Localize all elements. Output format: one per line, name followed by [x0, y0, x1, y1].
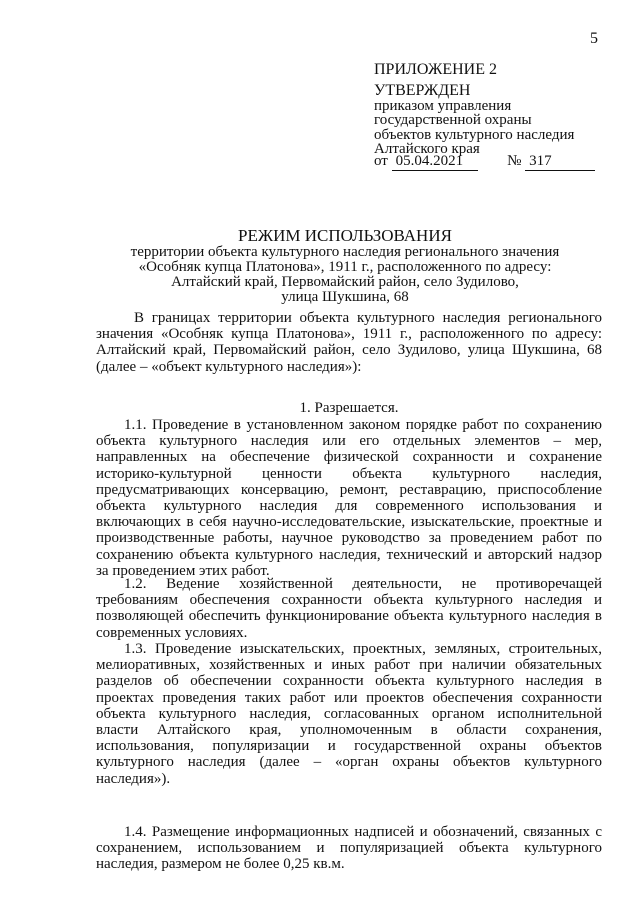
- intro-paragraph-block: [96, 310, 602, 375]
- approval-block: [374, 84, 574, 157]
- order-number: 317: [525, 153, 595, 171]
- subtitle-line: улица Шукшина, 68: [281, 289, 409, 305]
- page-number: 5: [590, 30, 598, 47]
- item-1-2: 1.2. Ведение хозяйственной деятельности, не противоречащей требованиям обеспечения сохранности объекта культурного наследия и позволяющей обеспечить функционирование объекта культурного наследия в современных условиях.: [96, 576, 602, 641]
- order-date: 05.04.2021: [392, 153, 478, 171]
- document-subtitle: [90, 245, 600, 305]
- item-1-2-block: [96, 576, 602, 641]
- subtitle-line: территории объекта культурного наследия регионального значения: [130, 244, 560, 260]
- order-line-1: приказом управления: [374, 97, 512, 114]
- section-1-heading: 1. Разрешается.: [299, 400, 399, 416]
- item-1-3: 1.3. Проведение изыскательских, проектных, земляных, строительных, мелиоративных, хозяйственных и иных работ при наличии обязательных разделов об обеспечении сохранности объекта культурного наследия в проектах проведения таких работ или проектов обеспечения сохранности объекта культурного наследия, согласованных органом исполнительной власти Алтайского края, уполномоченным в области сохранения, использования, популяризации и государственной охраны объектов культурного наследия (далее – «орган охраны объектов культурного наследия»).: [96, 641, 602, 787]
- appendix-label-text: ПРИЛОЖЕНИЕ 2: [374, 61, 498, 78]
- item-1-4-block: [96, 824, 602, 873]
- intro-paragraph: В границах территории объекта культурного наследия регионального значения «Особняк купца Платонова», 1911 г., расположенного по адресу: Алтайский край, Первомайский район, село Зудилово, улица Шукшина, 68 (далее – «объект культурного наследия»):: [96, 310, 602, 375]
- item-1-1: 1.1. Проведение в установленном законом порядке работ по сохранению объекта культурного наследия или его отдельных элементов – мер, направленных на обеспечение физической сохранности и сохранение историко-культурной ценности объекта культурного наследия, предусматривающих консервацию, ремонт, реставрацию, приспособление объекта культурного наследия для современного использования и включающих в себя научно-исследовательские, изыскательские, проектные и производственные работы, научное руководство за проведением работ по сохранению объекта культурного наследия, технический и авторский надзор за проведением этих работ.: [96, 417, 602, 579]
- subtitle-line: Алтайский край, Первомайский район, село Зудилово,: [171, 274, 519, 290]
- item-1-3-block: [96, 641, 602, 787]
- order-line-2: государственной охраны: [374, 112, 532, 128]
- approved-heading: УТВЕРЖДЕН: [374, 82, 471, 99]
- appendix-label: [374, 63, 497, 78]
- subtitle-line: «Особняк купца Платонова», 1911 г., расположенного по адресу:: [138, 259, 552, 275]
- order-line-3: объектов культурного наследия: [374, 126, 575, 143]
- document-title: РЕЖИМ ИСПОЛЬЗОВАНИЯ: [238, 226, 452, 245]
- order-line-4: Алтайского края: [374, 141, 480, 157]
- item-1-1-block: [96, 417, 602, 579]
- item-1-4: 1.4. Размещение информационных надписей и обозначений, связанных с сохранением, использованием и популяризацией объекта культурного наследия, размером не более 0,25 кв.м.: [96, 824, 602, 873]
- order-date-number: [374, 153, 604, 171]
- date-prefix: от: [374, 153, 388, 169]
- number-prefix: №: [507, 153, 522, 169]
